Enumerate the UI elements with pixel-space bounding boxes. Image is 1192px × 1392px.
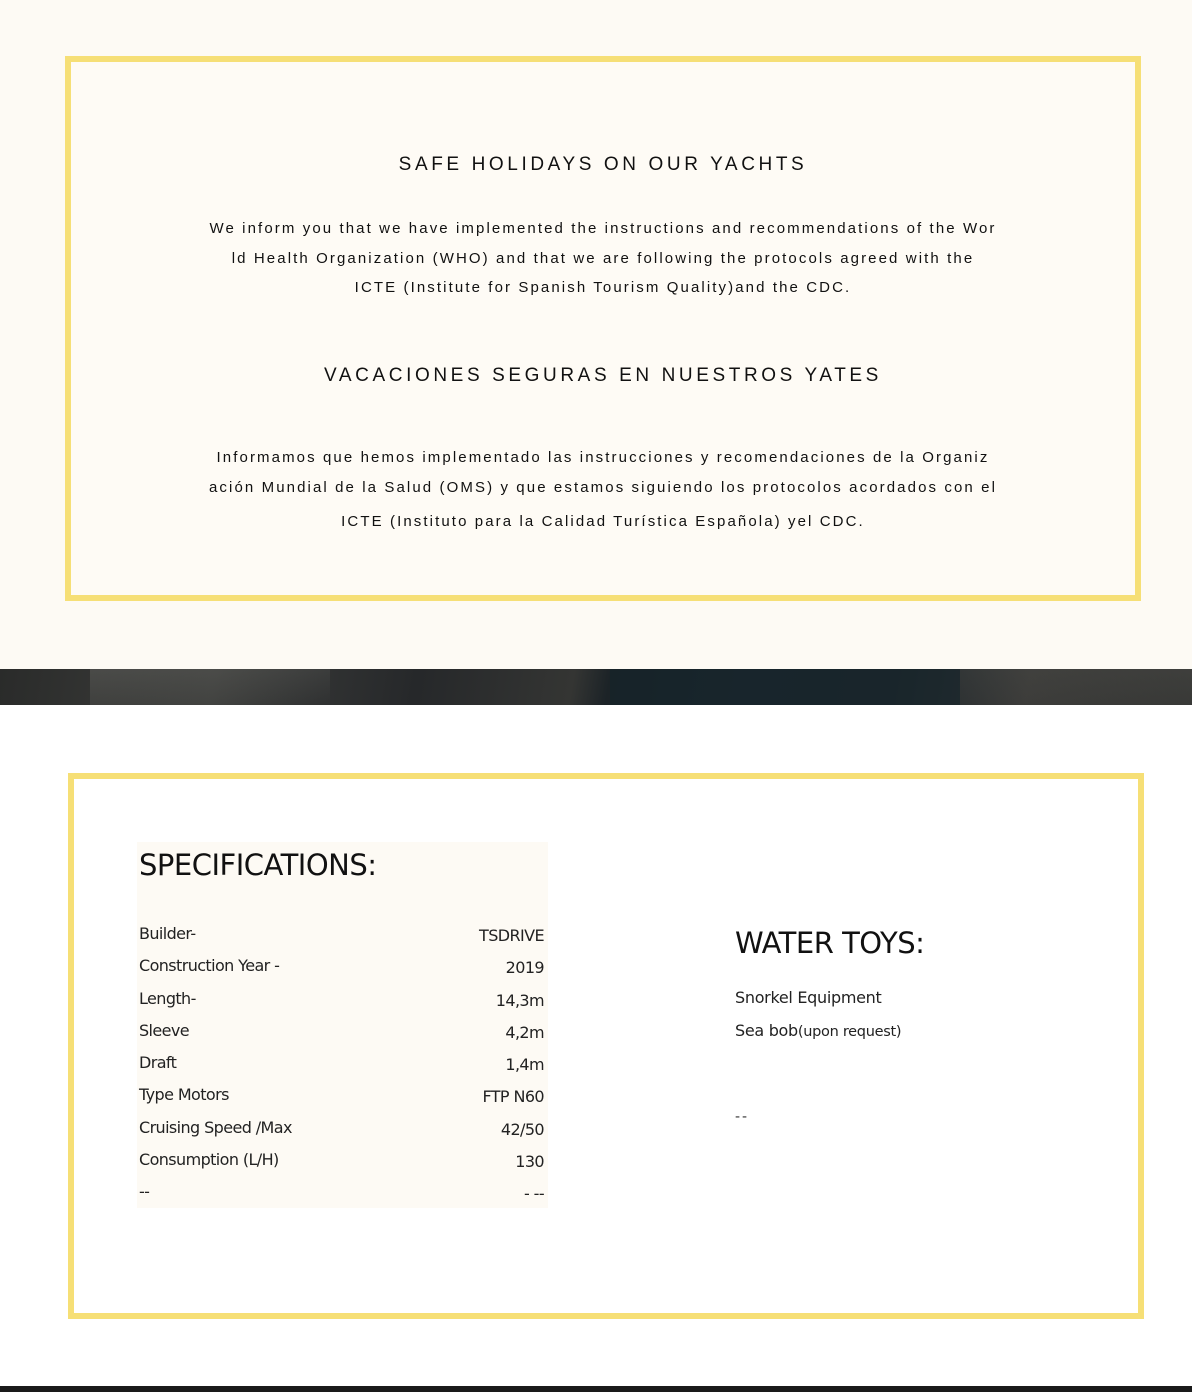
safety-text-en-line: ICTE (Institute for Spanish Tourism Quality)and the CDC. [354,279,852,296]
water-toy-item [735,1021,901,1054]
spec-row-sleeve [139,1021,546,1053]
spec-label: Sleeve [139,1020,190,1040]
spec-value: 2019 [505,958,544,978]
safety-text-en-line: We inform you that we have implemented the instructions and recommendations of the Wor [209,220,997,237]
spec-row-cruising-speed [139,1118,546,1150]
spec-value: 4,2m [505,1022,544,1042]
spec-row-length [139,989,546,1021]
spec-label: Type Motors [139,1085,229,1105]
safety-text-en-line: ld Health Organization (WHO) and that we are following the protocols agreed with the [231,249,975,267]
spec-value: 130 [515,1152,544,1172]
spec-value: 14,3m [495,990,544,1010]
spec-label: Consumption (L/H) [139,1150,279,1170]
safety-text-es-line: ICTE (Instituto para la Calidad Turística Española) yel CDC. [341,513,865,530]
water-toy-name: Snorkel Equipment [735,988,882,1007]
spec-value: - -- [523,1184,544,1204]
water-toys-title: WATER TOYS: [735,926,925,960]
spec-value: 1,4m [505,1055,544,1075]
spec-row-draft [139,1053,546,1085]
water-toy-name: Sea bob [735,1021,798,1040]
spec-value: 42/50 [500,1119,544,1139]
spec-row-consumption [139,1150,546,1182]
photo-shade [960,669,1192,705]
photo-shade [610,669,960,705]
spec-row-construction-year [139,956,546,988]
spec-value: FTP N60 [482,1087,544,1107]
specifications-panel [137,842,548,1208]
safety-notice-box [65,56,1141,601]
spec-label: -- [139,1182,150,1202]
water-toys-trailing: -- [735,1109,750,1125]
safety-text-es-line: Informamos que hemos implementado las instrucciones y recomendaciones de la Organiz [216,449,990,466]
safety-text-es-line: ación Mundial de la Salud (OMS) y que estamos siguiendo los protocolos acordados con el [208,478,998,496]
water-toys-list [735,988,901,1054]
specifications-title: SPECIFICATIONS: [139,848,377,882]
spec-label: Length- [139,988,196,1008]
safety-text-es [151,443,1055,537]
water-toy-item [735,988,901,1021]
photo-shade [90,669,330,705]
specifications-list [139,924,546,1215]
spec-label: Builder- [139,924,196,943]
spec-label: Draft [139,1053,177,1073]
spec-row-placeholder [139,1182,546,1214]
spec-row-builder [139,924,546,956]
safety-text-en [151,214,1055,303]
spec-value: TSDRIVE [479,926,544,945]
safety-notice-section [0,0,1192,669]
water-toy-note: (upon request) [797,1024,902,1040]
spec-label: Cruising Speed /Max [139,1117,292,1137]
spec-label: Construction Year - [139,956,280,976]
yacht-photo-strip [0,669,1192,705]
spec-row-type-motors [139,1085,546,1117]
footer-divider [0,1386,1192,1392]
safety-title-es: VACACIONES SEGURAS EN NUESTROS YATES [324,365,882,386]
safety-title-en: SAFE HOLIDAYS ON OUR YACHTS [398,154,808,175]
